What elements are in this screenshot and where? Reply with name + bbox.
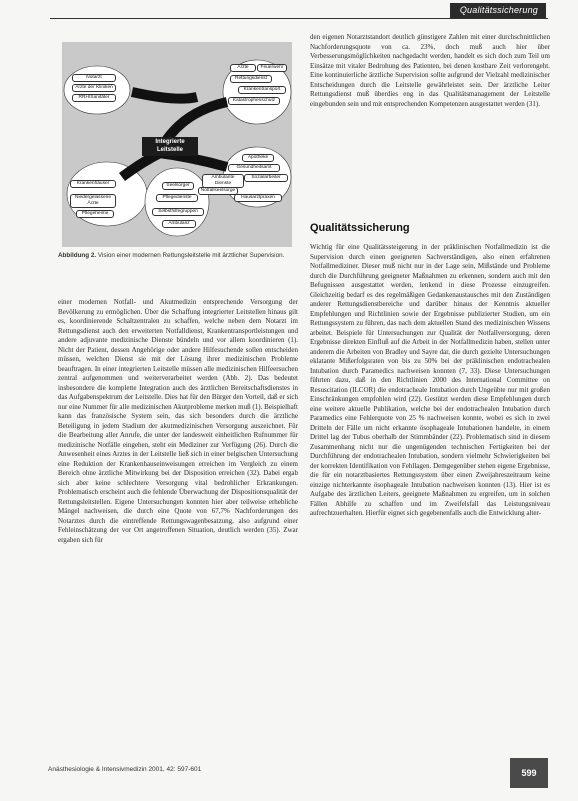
figure-box-ambulante-dienste: Ambulante Dienste [202, 174, 244, 188]
figure-box-krankenhaeuser: Krankenhäuser [70, 180, 116, 188]
section-title: Qualitätssicherung [310, 222, 410, 234]
figure-caption-label: Abbildung 2. [58, 252, 97, 259]
section-header-tag: Qualitätssicherung [450, 3, 546, 18]
figure-box-pflegeheime: Pflegeheime [76, 210, 114, 218]
figure-box-gesundheitsamt: Gesundheitsamt [228, 164, 280, 172]
left-column [58, 298, 298, 545]
figure-box-notfallseelsorge: Notfallseelsorge [198, 187, 238, 195]
right-column [310, 243, 550, 519]
figure-diagram [62, 42, 292, 247]
figure-box-rettungsdienst: Rettungsdienst [230, 75, 272, 83]
figure-box-feuerwehr: Feuerwehr [257, 64, 287, 72]
figure-box-hausarztpraxen: Hausarztpraxen [234, 194, 282, 202]
left-column-text: einer modernen Notfall- und Akutmedizin entsprechende Versorgung der Bevölkerung zu ermöglichen. Über die Schaffung integrierter Leitstellen hinaus gilt es, koordinierende Schaltzentralen zu schaffen, welche neben dem Notarzt im Rettungsdienst auch den erweiterten Notfalldienst, Krankentransportleistungen und andere adjuvante medizinische Dienste bündeln und vor allem koordinieren (1). Nicht der Patient, dessen Angehörige oder andere Hilfesuchende sollen entscheiden müssen, welchen Dienst sie mit der Lösung ihrer medizinischen Probleme beauftragen. In einer integrierten Leitstelle müssen alle medizinischen Hilfeersuchen zentral aufgenommen und weiterverarbeitet werden (Abb. 2). Das bedeutet insbesondere die komplette Integration auch des ärztlichen Bereitschaftsdienstes in das Aufgabenspektrum der Leitstelle. Dies hat für den Bürger den Vorteil, daß er sich nur eine Nummer für alle medizinischen Akutprobleme merken muß (1). Beispielhaft kann das französische System sein, das sich besonders durch die ärztliche Beteiligung in jedem Stadium der akutmedizinischen Versorgung auszeichnet. Für die Bearbeitung aller Anrufe, die unter der landesweit einheitlichen Rufnummer für medizinische Notfälle eingehen, steht ein Mediziner zur Verfügung (26). Durch die Anwesenheit eines Arztes in der Leitstelle ließ sich in einer belgischen Untersuchung eine Reduktion der Krankenhauseinweisungen erreichen im Vergleich zu einem Bereich ohne ärztliche Mitwirkung bei der Disposition erreichen (32). Dabei ergab sich aber keine schlechtere Versorgung vital bedrohlicher Erkrankungen. Problematisch erscheint auch die fehlende Überwachung der Dispositionsqualität der Rettungsleitstellen. Eigene Untersuchungen konnten hier aber teilweise erhebliche Mängel nachweisen, die durch eine Quote von 67,7% Nachforderungen des Notarztes durch die eintreffende Rettungswagenbesatzung, also aufgrund einer Fehleinschätzung der vor Ort angetroffenen Situation, deutlich werden (35). Zwar ergaben sich für [58, 298, 298, 544]
figure-box-sozialarbeiter: Sozialarbeiter [244, 174, 288, 182]
figure-center-leitstelle: Integrierte Leitstelle [142, 137, 198, 156]
header-rule [50, 18, 548, 19]
figure-box-krankentransport: Krankentransport [238, 86, 286, 94]
figure-box-notarzt: Notarzt [72, 74, 116, 82]
figure-box-rrh: RRH/Sanitäter [72, 94, 116, 102]
figure-box-aerzte-kliniken: Ärzte der Kliniken [72, 84, 116, 92]
figure-box-selbsthilfegruppen: Selbsthilfegruppen [152, 208, 204, 216]
figure-caption-text: Vision einer modernen Rettungsleitstelle mit ärztlicher Supervision. [97, 252, 285, 259]
journal-footer: Anästhesiologie & Intensivmedizin 2001, 42: 597-601 [48, 766, 202, 773]
figure-box-niedergelassene-aerzte: Niedergelassene Ärzte [70, 194, 116, 208]
page-number: 599 [510, 758, 548, 788]
right-column-top [310, 33, 550, 109]
figure-box-apotheke: Apotheke [242, 154, 274, 162]
figure-box-aerzte: Ärzte [230, 64, 256, 72]
figure-box-seelsorger: Seelsorger [162, 182, 194, 190]
figure-caption [58, 252, 298, 260]
right-column-text: Wichtig für eine Qualitätssteigerung in der präklinischen Notfallmedizin ist die Supervision durch einen geeigneten Sachverständigen, also einen erfahrenen Notfallmediziner. Dieser muß nicht nur in der Lage sein, Mißstände und Probleme durch die Durchführung geeigneter Maßnahmen zu erkennen, sondern auch mit den Befugnissen ausgestattet werden, lenkend in diese Prozesse einzugreifen. Gleichzeitig bedarf es des regelmäßigen Gedankenaustausches mit den Zuständigen anderer Rettungsdienstbereiche und darüber hinaus der Kenntnis aktueller Empfehlungen und Richtlinien sowie der Ergebnisse publizierter Studien, um ein Rettungssystem zu führen, das nach dem aktuellen Stand des medizinischen Wissens arbeitet. Beispiele für Untersuchungen zur Qualität der Notfallversorgung, deren Ergebnisse direkten Einfluß auf die Arbeit in der Notfallmedizin haben, stellen unter anderem die Arbeiten von Bradley und Sayre dar, die durch gezielte Untersuchungen eklatante Mißerfolgsraten von bis zu 50% bei der präklinischen endotrachealen Intubation durch Paramedics nachweisen konnten (7, 33). Diese Untersuchungen führten dazu, daß in den Richtlinien 2000 des International Committee on Resuscitation (ILCOR) die endotracheale Intubation durch Ungeübte nur mit großen Einschränkungen empfohlen wird (22). Gestützt werden diese Empfehlungen durch eine weitere aktuelle Publikation, welche bei der endotrachealen Intubation durch Paramedics eine Fehlerquote von 25 % nachweisen konnte, wobei es sich in zwei Dritteln der Fälle um nicht erkannte ösophageale Intubationen handelte, in einem Drittel lag der Tubus oberhalb der Stimmbänder (22). Problematisch sind in diesem Zusammenhang nicht nur die ungenügenden technischen Fertigkeiten bei der Durchführung der endotrachealen Intubation, sondern vielmehr Schwierigkeiten bei der korrekten Identifikation von Fehllagen. Demgegenüber stehen eigene Ergebnisse, die für ein notarztbasiertes Rettungssystem über einen Zweijahreszeitraum keine einzige nichterkannte ösophageale Intubation nachweisen konnten (13). Hier ist es Aufgabe des ärztlichen Leiters, geeignete Maßnahmen zu ergreifen, um in solchen Fällen Abhilfe zu schaffen und im Zweifelsfall das Leistungsniveau aufrechtzuerhalten. Hierfür eignet sich gegebenenfalls auch die Entwicklung alter- [310, 243, 550, 517]
figure-box-ambulanz: Ambulanz [162, 220, 196, 228]
figure-box-katastrophenschutz: Katastrophenschutz [228, 97, 280, 105]
right-column-top-text: den eigenen Notarztstandort deutlich günstigere Zahlen mit einer durchschnittlichen Nachforderungsquote von ca. 23%, doch muß auch hier über Verbesserungsmöglichkeiten nachgedacht werden, handelt es sich doch zum Teil um Einsätze mit vitaler Bedrohung des Patienten, bei denen kostbare Zeit verlorengeht. Eine kontinuierliche ärztliche Supervision sollte aufgrund der Vielzahl medizinischer Entscheidungen durch die Leitstelle gewährleistet sein. Der ärztliche Leiter Rettungsdienst muß überdies eng in das Qualitätsmanagement der Leitstelle eingebunden sein und mit entsprechenden Kompetenzen ausgestattet werden (31). [310, 33, 550, 108]
figure-box-pflegedienste: Pflegedienste [156, 194, 198, 202]
